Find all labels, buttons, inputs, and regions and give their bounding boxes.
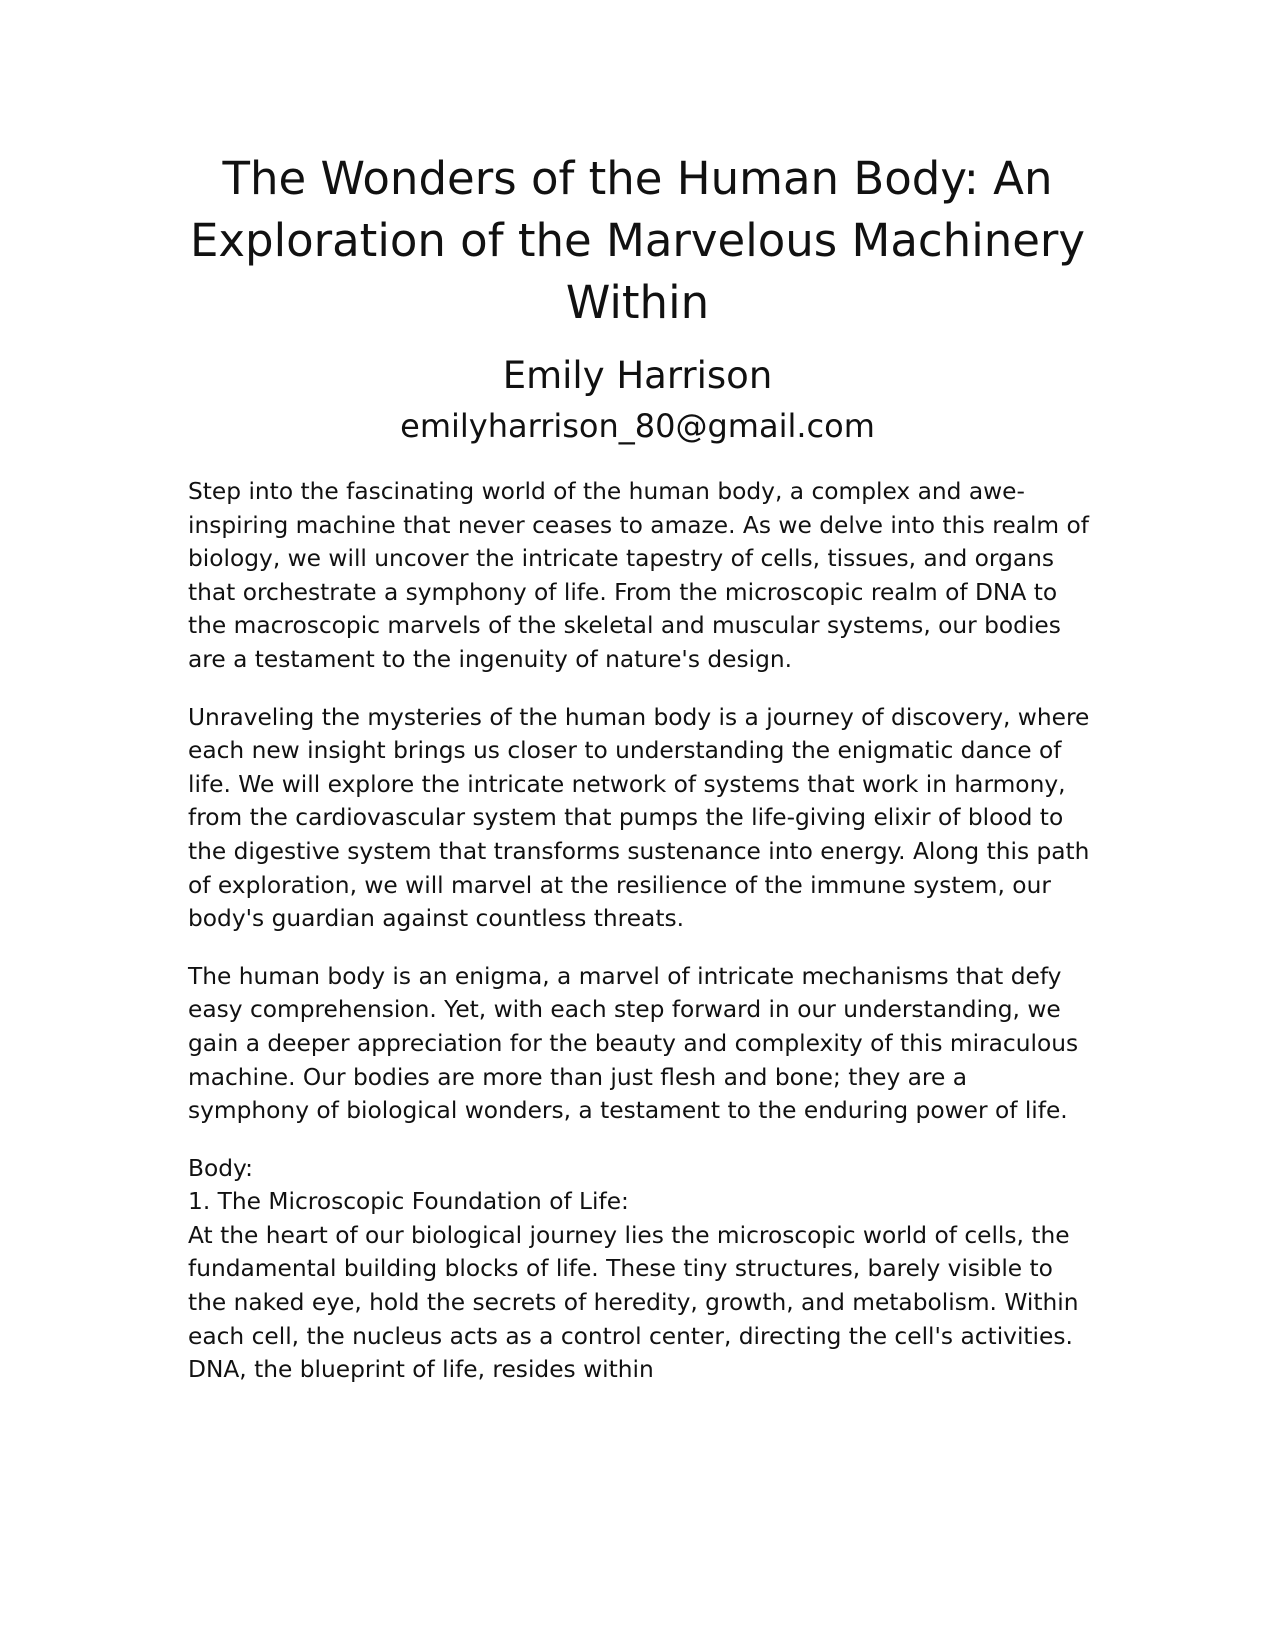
paragraph-intro: Step into the fascinating world of the human body, a complex and awe-inspiring machine that never ceases to amaze. As we delve into this realm of biology, we will uncover the intricate tapestry of cells, tissues, and organs that orchestrate a symphony of life. From the microscopic realm of DNA to the macroscopic marvels of the skeletal and muscular systems, our bodies are a testament to the ingenuity of nature's design. bbox=[188, 478, 1089, 673]
paragraph-discovery: Unraveling the mysteries of the human body is a journey of discovery, where each new insight brings us closer to understanding the enigmatic dance of life. We will explore the intricate network of systems that work in harmony, from the cardiovascular system that pumps the life-giving elixir of blood to the digestive system that transforms sustenance into energy. Along this path of exploration, we will marvel at the resilience of the immune system, our body's guardian against countless threats. bbox=[188, 703, 1090, 933]
author-email: emilyharrison_80@gmail.com bbox=[400, 407, 875, 445]
document-body bbox=[188, 475, 1093, 1411]
document-title: The Wonders of the Human Body: An Exploration of the Marvelous Machinery Within bbox=[189, 152, 1086, 329]
author-name: Emily Harrison bbox=[502, 354, 773, 397]
paragraph-enigma: The human body is an enigma, a marvel of intricate mechanisms that defy easy comprehension. Yet, with each step forward in our understanding, we gain a deeper appreciation for the beauty and complexity of this miraculous machine. Our bodies are more than just flesh and bone; they are a symphony of biological wonders, a testament to the enduring power of life. bbox=[188, 962, 1079, 1125]
paragraph-body-section: Body: 1. The Microscopic Foundation of Life: At the heart of our biological journey lies the microscopic world of cells, the fundamental building blocks of life. These tiny structures, barely visible to the naked eye, hold the secrets of heredity, growth, and metabolism. Within each cell, the nucleus acts as a control center, directing the cell's activities. DNA, the blueprint of life, resides within bbox=[188, 1154, 1079, 1384]
